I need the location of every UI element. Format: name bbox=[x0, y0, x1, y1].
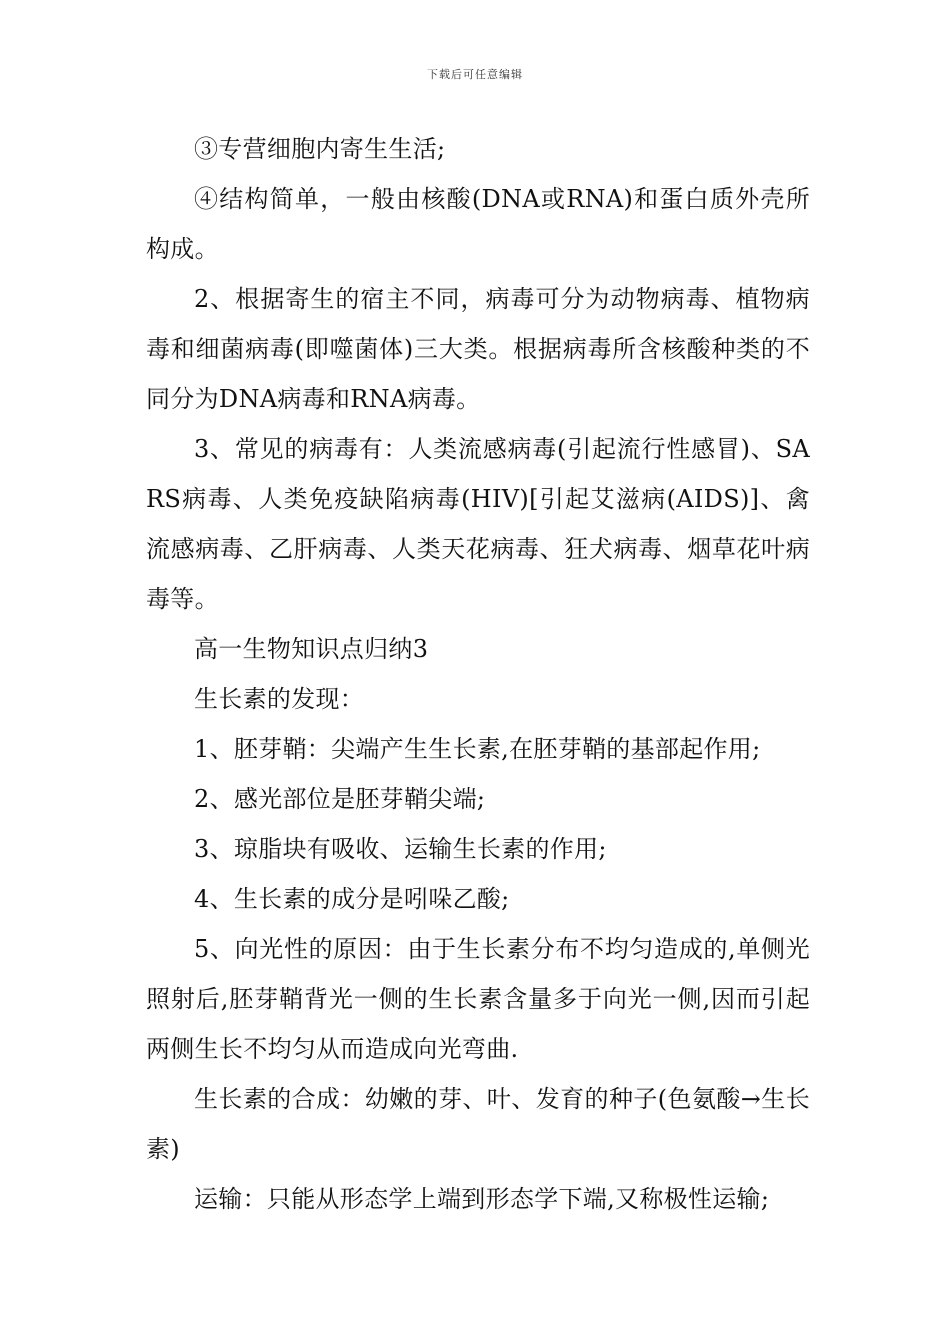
paragraph: 运输：只能从形态学上端到形态学下端,又称极性运输; bbox=[194, 1185, 770, 1213]
subheading: 生长素的发现： bbox=[194, 685, 365, 713]
list-item: 5、向光性的原因：由于生长素分布不均匀造成的,单侧光照射后,胚芽鞘背光一侧的生长素含量多于向光一侧,因而引起两侧生长不均匀从而造成向光弯曲. bbox=[146, 935, 810, 1063]
paragraph: 2、根据寄生的宿主不同，病毒可分为动物病毒、植物病毒和细菌病毒(即噬菌体)三大类。根据病毒所含核酸种类的不同分为DNA病毒和RNA病毒。 bbox=[146, 285, 810, 413]
list-item: 2、感光部位是胚芽鞘尖端; bbox=[194, 785, 486, 813]
list-item: 3、琼脂块有吸收、运输生长素的作用; bbox=[194, 835, 607, 863]
list-item: 4、生长素的成分是吲哚乙酸; bbox=[194, 885, 510, 913]
paragraph: ④结构简单，一般由核酸(DNA或RNA)和蛋白质外壳所构成。 bbox=[146, 185, 810, 263]
document-body bbox=[146, 124, 810, 1224]
paragraph: 3、常见的病毒有：人类流感病毒(引起流行性感冒)、SARS病毒、人类免疫缺陷病毒(HIV)[引起艾滋病(AIDS)]、禽流感病毒、乙肝病毒、人类天花病毒、狂犬病毒、烟草花叶病毒等。 bbox=[146, 435, 810, 613]
paragraph: 生长素的合成：幼嫩的芽、叶、发育的种子(色氨酸→生长素) bbox=[146, 1085, 810, 1163]
page-header-note: 下载后可任意编辑 bbox=[427, 68, 523, 81]
paragraph: ③专营细胞内寄生生活; bbox=[194, 135, 446, 163]
section-heading: 高一生物知识点归纳3 bbox=[194, 635, 429, 663]
list-item: 1、胚芽鞘：尖端产生生长素,在胚芽鞘的基部起作用; bbox=[194, 735, 761, 763]
